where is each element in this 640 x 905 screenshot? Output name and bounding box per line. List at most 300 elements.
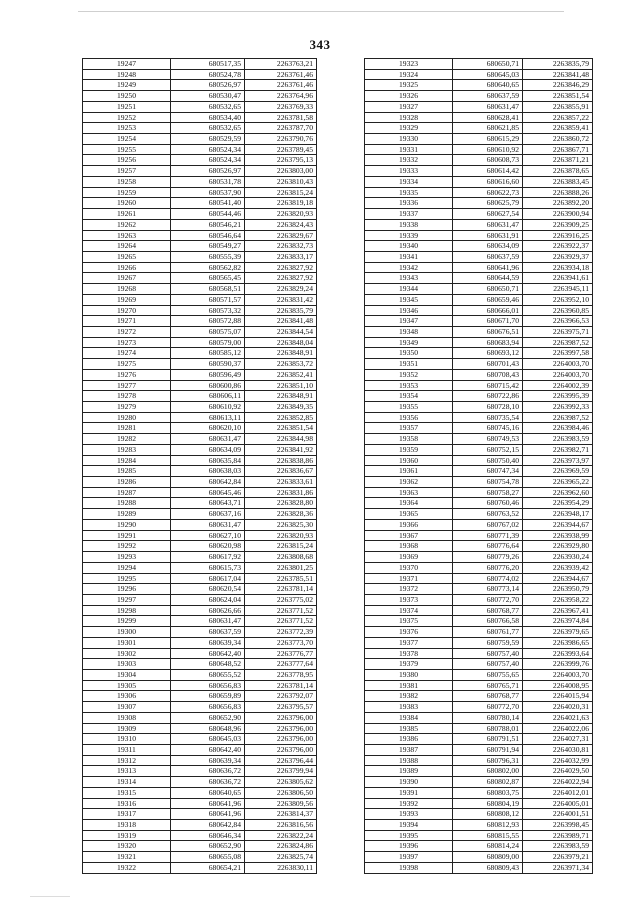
table-row xyxy=(365,391,593,402)
y-coordinate: 2263829,67 xyxy=(245,230,317,241)
x-coordinate: 680791,94 xyxy=(453,745,523,756)
y-coordinate: 2263835,79 xyxy=(523,59,593,70)
y-coordinate: 2263888,26 xyxy=(523,187,593,198)
table-row xyxy=(365,734,593,745)
table-row xyxy=(365,348,593,359)
point-number: 19267 xyxy=(83,273,171,284)
point-number: 19277 xyxy=(83,380,171,391)
y-coordinate: 2263966,53 xyxy=(523,316,593,327)
x-coordinate: 680648,52 xyxy=(171,659,245,670)
x-coordinate: 680636,72 xyxy=(171,766,245,777)
y-coordinate: 2263852,85 xyxy=(245,412,317,423)
point-number: 19350 xyxy=(365,348,453,359)
y-coordinate: 2263999,76 xyxy=(523,659,593,670)
table-row xyxy=(365,530,593,541)
x-coordinate: 680735,54 xyxy=(453,412,523,423)
table-row xyxy=(365,294,593,305)
x-coordinate: 680579,00 xyxy=(171,337,245,348)
x-coordinate: 680645,03 xyxy=(453,69,523,80)
y-coordinate: 2263822,24 xyxy=(245,830,317,841)
x-coordinate: 680642,40 xyxy=(171,648,245,659)
point-number: 19339 xyxy=(365,230,453,241)
y-coordinate: 2263855,91 xyxy=(523,101,593,112)
y-coordinate: 2263844,98 xyxy=(245,434,317,445)
table-row xyxy=(83,659,317,670)
point-number: 19287 xyxy=(83,487,171,498)
y-coordinate: 2263973,97 xyxy=(523,455,593,466)
point-number: 19359 xyxy=(365,444,453,455)
table-row xyxy=(365,669,593,680)
table-row xyxy=(83,402,317,413)
point-number: 19334 xyxy=(365,176,453,187)
point-number: 19306 xyxy=(83,691,171,702)
y-coordinate: 2263934,18 xyxy=(523,262,593,273)
y-coordinate: 2263848,04 xyxy=(245,337,317,348)
x-coordinate: 680565,45 xyxy=(171,273,245,284)
y-coordinate: 2263841,92 xyxy=(245,444,317,455)
table-row xyxy=(365,80,593,91)
point-number: 19386 xyxy=(365,734,453,745)
x-coordinate: 680815,55 xyxy=(453,830,523,841)
point-number: 19373 xyxy=(365,594,453,605)
x-coordinate: 680808,12 xyxy=(453,809,523,820)
table-row xyxy=(365,101,593,112)
table-row xyxy=(83,262,317,273)
table-row xyxy=(365,659,593,670)
table-row xyxy=(365,198,593,209)
x-coordinate: 680804,19 xyxy=(453,798,523,809)
x-coordinate: 680760,46 xyxy=(453,498,523,509)
table-row xyxy=(365,359,593,370)
table-row xyxy=(83,723,317,734)
table-row xyxy=(83,820,317,831)
x-coordinate: 680631,47 xyxy=(453,219,523,230)
y-coordinate: 2263945,11 xyxy=(523,284,593,295)
table-row xyxy=(365,852,593,863)
point-number: 19366 xyxy=(365,519,453,530)
x-coordinate: 680638,03 xyxy=(171,466,245,477)
x-coordinate: 680631,47 xyxy=(171,434,245,445)
y-coordinate: 2263954,29 xyxy=(523,498,593,509)
point-number: 19295 xyxy=(83,573,171,584)
x-coordinate: 680652,90 xyxy=(171,841,245,852)
y-coordinate: 2263867,71 xyxy=(523,144,593,155)
point-number: 19282 xyxy=(83,434,171,445)
table-row xyxy=(365,519,593,530)
table-row xyxy=(365,616,593,627)
table-row xyxy=(83,787,317,798)
table-row xyxy=(83,423,317,434)
y-coordinate: 2263799,94 xyxy=(245,766,317,777)
point-number: 19288 xyxy=(83,498,171,509)
point-number: 19294 xyxy=(83,562,171,573)
table-row xyxy=(83,369,317,380)
table-row xyxy=(83,69,317,80)
table-row xyxy=(365,251,593,262)
x-coordinate: 680676,51 xyxy=(453,326,523,337)
y-coordinate: 2263986,65 xyxy=(523,637,593,648)
y-coordinate: 2263948,17 xyxy=(523,509,593,520)
table-row xyxy=(365,230,593,241)
table-row xyxy=(83,862,317,873)
x-coordinate: 680671,70 xyxy=(453,316,523,327)
x-coordinate: 680573,32 xyxy=(171,305,245,316)
point-number: 19272 xyxy=(83,326,171,337)
table-row xyxy=(365,369,593,380)
y-coordinate: 2263851,54 xyxy=(245,423,317,434)
table-row xyxy=(365,166,593,177)
y-coordinate: 2263849,35 xyxy=(245,402,317,413)
point-number: 19377 xyxy=(365,637,453,648)
table-row xyxy=(83,552,317,563)
table-row xyxy=(83,616,317,627)
point-number: 19391 xyxy=(365,787,453,798)
y-coordinate: 2263771,52 xyxy=(245,616,317,627)
y-coordinate: 2263939,42 xyxy=(523,562,593,573)
y-coordinate: 2263796,44 xyxy=(245,755,317,766)
x-coordinate: 680526,97 xyxy=(171,80,245,91)
point-number: 19362 xyxy=(365,477,453,488)
y-coordinate: 2264002,39 xyxy=(523,380,593,391)
point-number: 19384 xyxy=(365,712,453,723)
y-coordinate: 2263944,67 xyxy=(523,573,593,584)
table-row xyxy=(83,187,317,198)
y-coordinate: 2263803,00 xyxy=(245,166,317,177)
point-number: 19315 xyxy=(83,787,171,798)
x-coordinate: 680626,66 xyxy=(171,605,245,616)
x-coordinate: 680622,73 xyxy=(453,187,523,198)
table-row xyxy=(83,852,317,863)
x-coordinate: 680809,43 xyxy=(453,862,523,873)
table-row xyxy=(83,166,317,177)
point-number: 19335 xyxy=(365,187,453,198)
x-coordinate: 680608,73 xyxy=(453,155,523,166)
table-row xyxy=(83,573,317,584)
x-coordinate: 680693,12 xyxy=(453,348,523,359)
table-row xyxy=(365,573,593,584)
x-coordinate: 680537,90 xyxy=(171,187,245,198)
point-number: 19356 xyxy=(365,412,453,423)
point-number: 19382 xyxy=(365,691,453,702)
table-row xyxy=(83,648,317,659)
y-coordinate: 2263808,68 xyxy=(245,552,317,563)
y-coordinate: 2263979,21 xyxy=(523,852,593,863)
table-row xyxy=(83,251,317,262)
point-number: 19263 xyxy=(83,230,171,241)
table-row xyxy=(83,348,317,359)
y-coordinate: 2264003,70 xyxy=(523,369,593,380)
table-row xyxy=(83,284,317,295)
table-row xyxy=(83,444,317,455)
table-row xyxy=(83,241,317,252)
table-row xyxy=(83,712,317,723)
point-number: 19296 xyxy=(83,584,171,595)
x-coordinate: 680600,86 xyxy=(171,380,245,391)
table-row xyxy=(83,326,317,337)
table-row xyxy=(365,755,593,766)
table-row xyxy=(365,862,593,873)
y-coordinate: 2263805,62 xyxy=(245,777,317,788)
point-number: 19301 xyxy=(83,637,171,648)
x-coordinate: 680666,01 xyxy=(453,305,523,316)
table-row xyxy=(83,337,317,348)
table-row xyxy=(365,176,593,187)
x-coordinate: 680572,88 xyxy=(171,316,245,327)
table-row xyxy=(83,777,317,788)
x-coordinate: 680562,82 xyxy=(171,262,245,273)
x-coordinate: 680776,64 xyxy=(453,541,523,552)
x-coordinate: 680752,15 xyxy=(453,444,523,455)
coordinates-table-right xyxy=(364,58,593,874)
x-coordinate: 680728,10 xyxy=(453,402,523,413)
y-coordinate: 2263851,10 xyxy=(245,380,317,391)
table-row xyxy=(83,594,317,605)
table-row xyxy=(83,80,317,91)
point-number: 19357 xyxy=(365,423,453,434)
point-number: 19361 xyxy=(365,466,453,477)
point-number: 19393 xyxy=(365,809,453,820)
table-row xyxy=(365,305,593,316)
point-number: 19309 xyxy=(83,723,171,734)
point-number: 19253 xyxy=(83,123,171,134)
table-row xyxy=(365,284,593,295)
x-coordinate: 680634,09 xyxy=(171,444,245,455)
point-number: 19360 xyxy=(365,455,453,466)
point-number: 19286 xyxy=(83,477,171,488)
point-number: 19320 xyxy=(83,841,171,852)
x-coordinate: 680757,40 xyxy=(453,648,523,659)
table-row xyxy=(365,680,593,691)
y-coordinate: 2263836,67 xyxy=(245,466,317,477)
y-coordinate: 2263941,61 xyxy=(523,273,593,284)
x-coordinate: 680803,75 xyxy=(453,787,523,798)
x-coordinate: 680655,08 xyxy=(171,852,245,863)
y-coordinate: 2264027,31 xyxy=(523,734,593,745)
footer-mark xyxy=(30,896,70,897)
point-number: 19268 xyxy=(83,284,171,295)
y-coordinate: 2263995,39 xyxy=(523,391,593,402)
y-coordinate: 2263830,11 xyxy=(245,862,317,873)
x-coordinate: 680621,85 xyxy=(453,123,523,134)
table-row xyxy=(83,359,317,370)
point-number: 19254 xyxy=(83,134,171,145)
x-coordinate: 680532,65 xyxy=(171,123,245,134)
x-coordinate: 680750,40 xyxy=(453,455,523,466)
point-number: 19293 xyxy=(83,552,171,563)
point-number: 19285 xyxy=(83,466,171,477)
y-coordinate: 2263841,48 xyxy=(245,316,317,327)
x-coordinate: 680644,59 xyxy=(453,273,523,284)
point-number: 19346 xyxy=(365,305,453,316)
table-row xyxy=(83,380,317,391)
y-coordinate: 2263815,24 xyxy=(245,541,317,552)
x-coordinate: 680524,78 xyxy=(171,69,245,80)
point-number: 19353 xyxy=(365,380,453,391)
y-coordinate: 2263938,99 xyxy=(523,530,593,541)
x-coordinate: 680531,78 xyxy=(171,176,245,187)
point-number: 19338 xyxy=(365,219,453,230)
x-coordinate: 680772,70 xyxy=(453,594,523,605)
point-number: 19279 xyxy=(83,402,171,413)
table-row xyxy=(83,176,317,187)
x-coordinate: 680637,59 xyxy=(171,627,245,638)
table-row xyxy=(83,466,317,477)
point-number: 19329 xyxy=(365,123,453,134)
y-coordinate: 2263835,79 xyxy=(245,305,317,316)
table-row xyxy=(83,734,317,745)
y-coordinate: 2263851,54 xyxy=(523,91,593,102)
y-coordinate: 2264001,51 xyxy=(523,809,593,820)
table-row xyxy=(365,423,593,434)
y-coordinate: 2263796,00 xyxy=(245,712,317,723)
table-row xyxy=(365,209,593,220)
table-row xyxy=(83,627,317,638)
table-row xyxy=(365,155,593,166)
table-row xyxy=(83,477,317,488)
y-coordinate: 2264022,94 xyxy=(523,777,593,788)
x-coordinate: 680708,43 xyxy=(453,369,523,380)
point-number: 19321 xyxy=(83,852,171,863)
x-coordinate: 680635,84 xyxy=(171,455,245,466)
point-number: 19292 xyxy=(83,541,171,552)
table-row xyxy=(365,552,593,563)
y-coordinate: 2263777,64 xyxy=(245,659,317,670)
y-coordinate: 2263829,24 xyxy=(245,284,317,295)
point-number: 19369 xyxy=(365,552,453,563)
point-number: 19298 xyxy=(83,605,171,616)
y-coordinate: 2263775,02 xyxy=(245,594,317,605)
x-coordinate: 680802,00 xyxy=(453,766,523,777)
y-coordinate: 2263789,45 xyxy=(245,144,317,155)
table-row xyxy=(83,830,317,841)
y-coordinate: 2263929,37 xyxy=(523,251,593,262)
table-row xyxy=(365,509,593,520)
x-coordinate: 680549,27 xyxy=(171,241,245,252)
x-coordinate: 680755,65 xyxy=(453,669,523,680)
table-row xyxy=(83,198,317,209)
point-number: 19332 xyxy=(365,155,453,166)
table-row xyxy=(83,637,317,648)
table-row xyxy=(365,412,593,423)
y-coordinate: 2263848,91 xyxy=(245,391,317,402)
point-number: 19251 xyxy=(83,101,171,112)
y-coordinate: 2264032,99 xyxy=(523,755,593,766)
point-number: 19343 xyxy=(365,273,453,284)
page-number: 343 xyxy=(309,37,331,52)
table-row xyxy=(365,402,593,413)
table-row xyxy=(83,101,317,112)
point-number: 19265 xyxy=(83,251,171,262)
point-number: 19260 xyxy=(83,198,171,209)
y-coordinate: 2263982,71 xyxy=(523,444,593,455)
y-coordinate: 2263969,59 xyxy=(523,466,593,477)
y-coordinate: 2263781,14 xyxy=(245,584,317,595)
table-row xyxy=(83,412,317,423)
x-coordinate: 680767,02 xyxy=(453,519,523,530)
x-coordinate: 680768,77 xyxy=(453,605,523,616)
point-number: 19378 xyxy=(365,648,453,659)
y-coordinate: 2263844,54 xyxy=(245,326,317,337)
table-row xyxy=(365,723,593,734)
y-coordinate: 2263772,39 xyxy=(245,627,317,638)
x-coordinate: 680625,79 xyxy=(453,198,523,209)
y-coordinate: 2263773,70 xyxy=(245,637,317,648)
point-number: 19316 xyxy=(83,798,171,809)
table-row xyxy=(83,91,317,102)
table-row xyxy=(83,316,317,327)
x-coordinate: 680642,84 xyxy=(171,820,245,831)
point-number: 19354 xyxy=(365,391,453,402)
x-coordinate: 680641,96 xyxy=(453,262,523,273)
table-row xyxy=(365,262,593,273)
y-coordinate: 2263787,70 xyxy=(245,123,317,134)
table-row xyxy=(365,59,593,70)
x-coordinate: 680802,87 xyxy=(453,777,523,788)
x-coordinate: 680620,98 xyxy=(171,541,245,552)
x-coordinate: 680636,72 xyxy=(171,777,245,788)
table-row xyxy=(365,187,593,198)
point-number: 19266 xyxy=(83,262,171,273)
point-number: 19314 xyxy=(83,777,171,788)
y-coordinate: 2263944,67 xyxy=(523,519,593,530)
table-row xyxy=(365,134,593,145)
x-coordinate: 680637,59 xyxy=(453,251,523,262)
point-number: 19374 xyxy=(365,605,453,616)
y-coordinate: 2264029,50 xyxy=(523,766,593,777)
point-number: 19308 xyxy=(83,712,171,723)
y-coordinate: 2263824,43 xyxy=(245,219,317,230)
x-coordinate: 680546,64 xyxy=(171,230,245,241)
y-coordinate: 2263900,94 xyxy=(523,209,593,220)
x-coordinate: 680745,16 xyxy=(453,423,523,434)
x-coordinate: 680701,43 xyxy=(453,359,523,370)
table-row xyxy=(83,455,317,466)
y-coordinate: 2264020,31 xyxy=(523,702,593,713)
table-row xyxy=(365,627,593,638)
point-number: 19264 xyxy=(83,241,171,252)
point-number: 19397 xyxy=(365,852,453,863)
x-coordinate: 680642,84 xyxy=(171,477,245,488)
y-coordinate: 2263983,59 xyxy=(523,434,593,445)
table-row xyxy=(365,91,593,102)
y-coordinate: 2263989,71 xyxy=(523,830,593,841)
y-coordinate: 2263833,61 xyxy=(245,477,317,488)
y-coordinate: 2263795,57 xyxy=(245,702,317,713)
x-coordinate: 680610,92 xyxy=(171,402,245,413)
x-coordinate: 680526,97 xyxy=(171,166,245,177)
y-coordinate: 2263983,59 xyxy=(523,841,593,852)
x-coordinate: 680640,65 xyxy=(453,80,523,91)
x-coordinate: 680615,73 xyxy=(171,562,245,573)
y-coordinate: 2263883,45 xyxy=(523,176,593,187)
point-number: 19259 xyxy=(83,187,171,198)
point-number: 19328 xyxy=(365,112,453,123)
table-row xyxy=(365,637,593,648)
table-row xyxy=(83,702,317,713)
table-row xyxy=(365,562,593,573)
y-coordinate: 2263892,20 xyxy=(523,198,593,209)
x-coordinate: 680529,59 xyxy=(171,134,245,145)
x-coordinate: 680659,89 xyxy=(171,691,245,702)
x-coordinate: 680758,27 xyxy=(453,487,523,498)
x-coordinate: 680749,53 xyxy=(453,434,523,445)
x-coordinate: 680773,14 xyxy=(453,584,523,595)
table-row xyxy=(83,434,317,445)
y-coordinate: 2263987,52 xyxy=(523,337,593,348)
table-row xyxy=(365,745,593,756)
y-coordinate: 2263833,17 xyxy=(245,251,317,262)
x-coordinate: 680779,26 xyxy=(453,552,523,563)
